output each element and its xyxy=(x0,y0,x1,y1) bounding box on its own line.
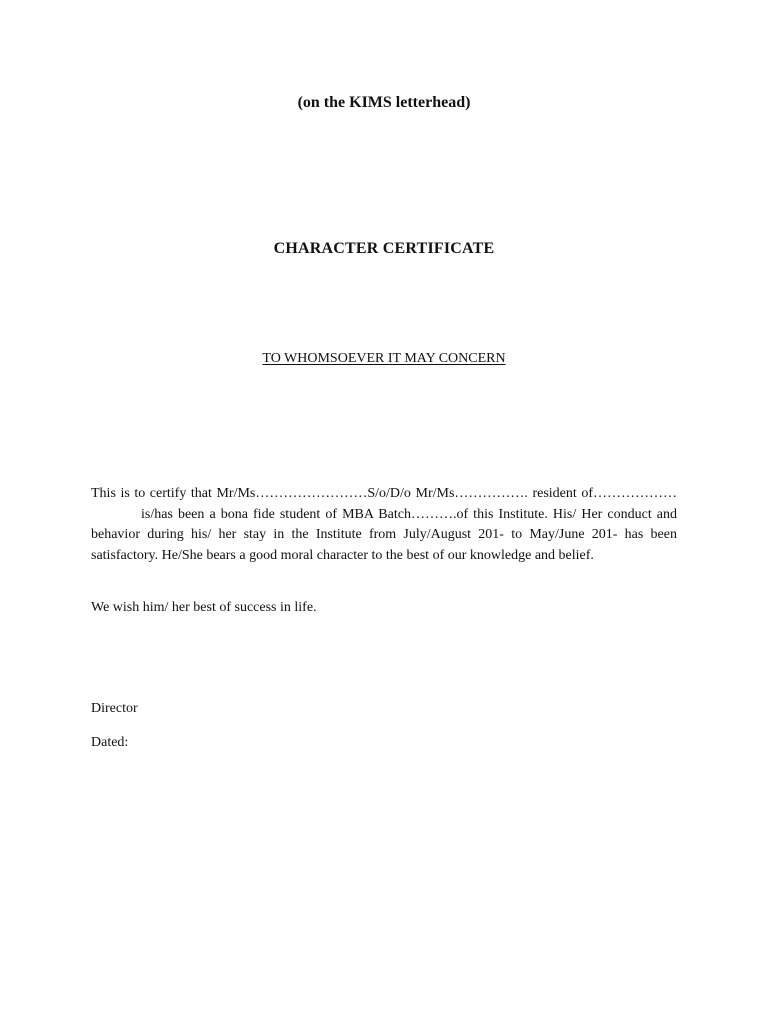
dated-label: Dated: xyxy=(91,735,129,750)
letterhead-note: (on the KIMS letterhead) xyxy=(297,94,471,111)
certificate-body xyxy=(91,484,677,566)
closing-wish: We wish him/ her best of success in life. xyxy=(91,600,317,615)
certificate-body-part2: is/has been a bona fide student of MBA Batch……….of this Institute. His/ Her conduct and behavior during his/ her stay in the Institute from July/August 201- to May/June 201- has been satisfactory. He/She bears a good moral character to the best of our knowledge and belief. xyxy=(91,506,677,563)
page-title: CHARACTER CERTIFICATE xyxy=(273,240,495,257)
signatory-title: Director xyxy=(91,701,138,716)
salutation-heading: TO WHOMSOEVER IT MAY CONCERN xyxy=(262,351,506,366)
certificate-body-part1: This is to certify that Mr/Ms……………………S/o/D/o Mr/Ms……………. resident of……………… xyxy=(91,486,677,501)
